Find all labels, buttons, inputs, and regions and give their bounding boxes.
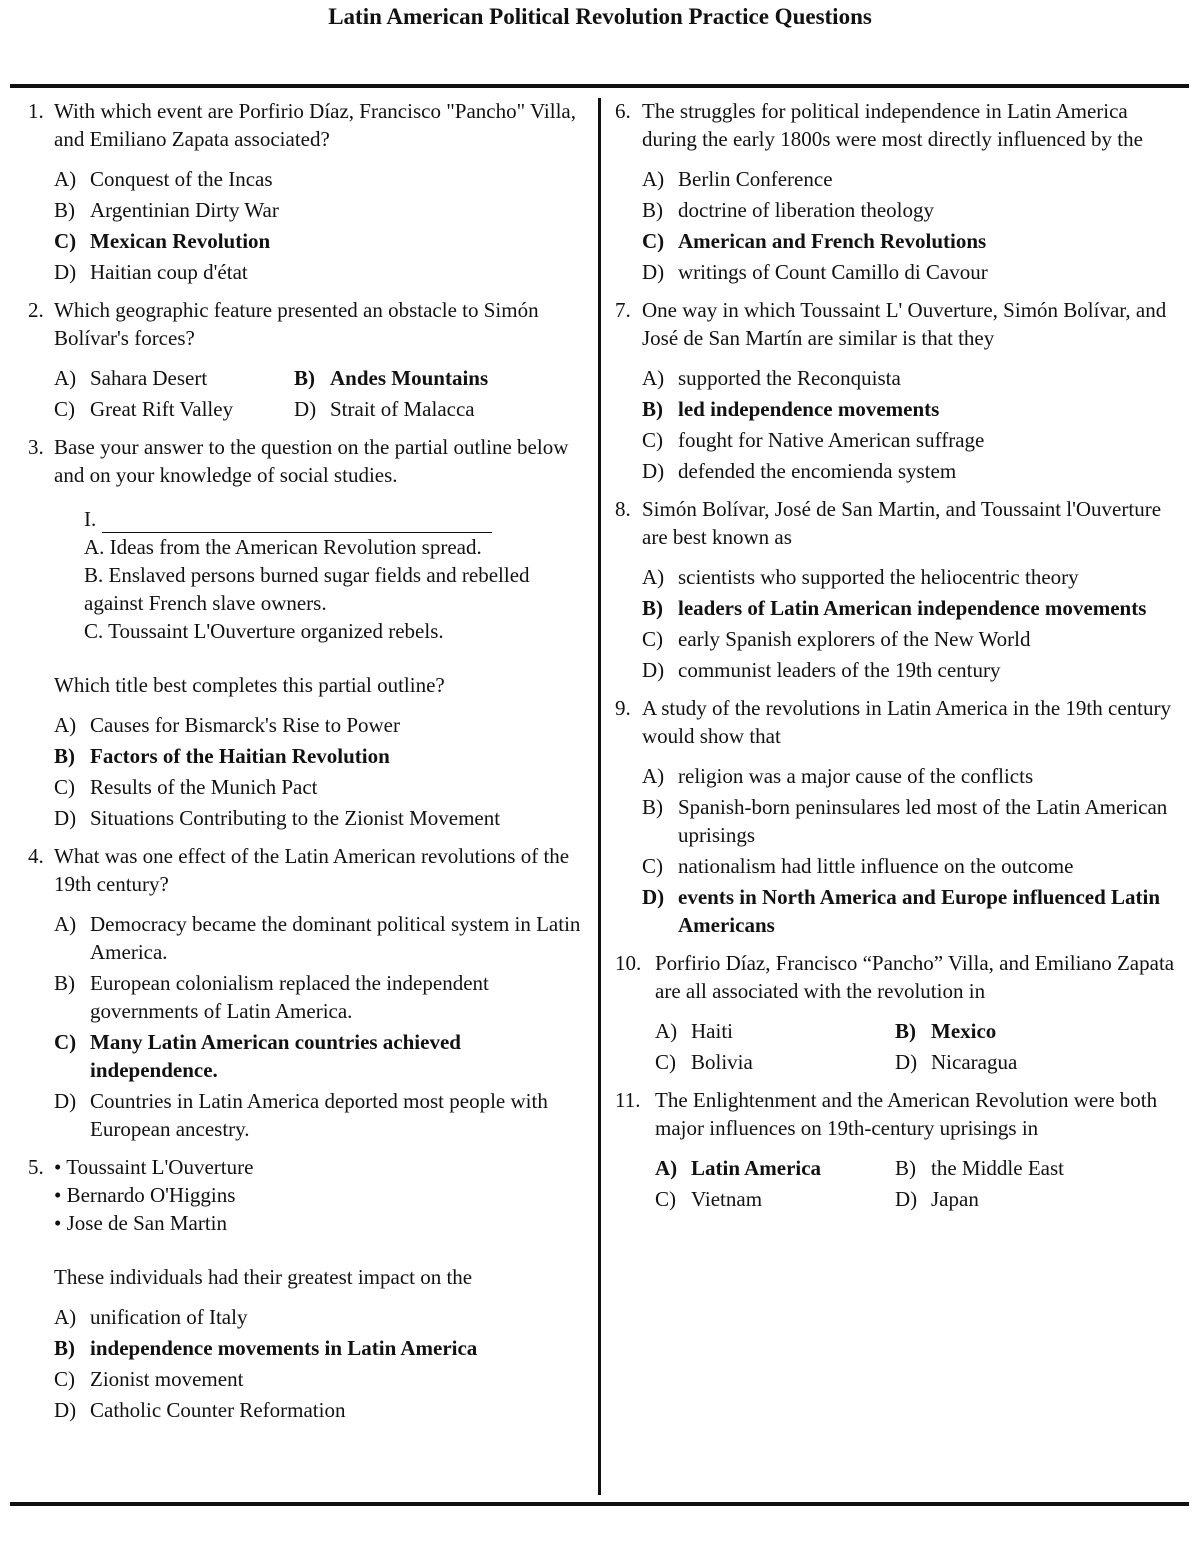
question-number: 7. xyxy=(615,298,631,322)
option-text: nationalism had little influence on the outcome xyxy=(678,854,1074,878)
option-a[interactable] xyxy=(54,910,590,966)
outline-item: A. Ideas from the American Revolution spread. xyxy=(84,535,482,559)
option-letter: D) xyxy=(54,806,77,830)
option-letter: B) xyxy=(54,198,75,222)
option-letter: B) xyxy=(642,397,663,421)
option-text: Haitian coup d'état xyxy=(90,260,248,284)
name-list-item: • Jose de San Martin xyxy=(54,1211,227,1235)
option-text: leaders of Latin American independence movements xyxy=(678,596,1147,620)
option-c[interactable] xyxy=(655,1185,895,1213)
options-grid xyxy=(54,364,590,423)
option-letter: D) xyxy=(294,397,317,421)
option-a[interactable] xyxy=(54,711,590,739)
option-c[interactable] xyxy=(642,625,1180,653)
question-text: The Enlightenment and the American Revolution were both major influences on 19th-century uprisings in xyxy=(655,1088,1158,1140)
option-letter: B) xyxy=(895,1019,916,1043)
option-b-answer[interactable] xyxy=(642,395,1180,423)
option-b[interactable] xyxy=(895,1154,1180,1182)
options-grid xyxy=(655,1017,1180,1076)
option-letter: C) xyxy=(54,1367,75,1391)
option-text: Berlin Conference xyxy=(678,167,833,191)
option-text: events in North America and Europe influenced Latin Americans xyxy=(678,885,1161,937)
options-grid xyxy=(655,1154,1180,1213)
option-text: supported the Reconquista xyxy=(678,366,901,390)
option-letter: A) xyxy=(54,366,77,390)
question-3 xyxy=(28,433,590,832)
option-letter: A) xyxy=(655,1156,678,1180)
option-letter: B) xyxy=(895,1156,916,1180)
option-letter: D) xyxy=(54,1089,77,1113)
option-letter: C) xyxy=(642,854,663,878)
option-b-answer[interactable] xyxy=(642,594,1180,622)
options-list xyxy=(54,1303,590,1424)
option-letter: D) xyxy=(895,1187,918,1211)
option-text: Japan xyxy=(931,1187,979,1211)
question-11 xyxy=(615,1086,1180,1213)
option-text: Democracy became the dominant political system in Latin America. xyxy=(90,912,581,964)
option-text: Causes for Bismarck's Rise to Power xyxy=(90,713,400,737)
option-text: the Middle East xyxy=(931,1156,1064,1180)
option-d[interactable] xyxy=(642,457,1180,485)
question-2 xyxy=(28,296,590,423)
option-c[interactable] xyxy=(642,426,1180,454)
option-letter: B) xyxy=(294,366,315,390)
option-letter: D) xyxy=(642,459,665,483)
option-a[interactable] xyxy=(642,364,1180,392)
option-letter: C) xyxy=(642,428,663,452)
option-c[interactable] xyxy=(54,395,294,423)
option-d[interactable] xyxy=(642,258,1180,286)
option-b-answer[interactable] xyxy=(54,742,590,770)
page-title: Latin American Political Revolution Practice Questions xyxy=(328,4,872,29)
options-list xyxy=(642,165,1180,286)
question-text: What was one effect of the Latin American revolutions of the 19th century? xyxy=(54,844,570,896)
question-9 xyxy=(615,694,1180,939)
option-c-answer[interactable] xyxy=(54,227,590,255)
question-number: 2. xyxy=(28,298,44,322)
option-b-answer[interactable] xyxy=(54,1334,590,1362)
option-letter: D) xyxy=(642,885,665,909)
option-text: Spanish-born peninsulares led most of the Latin American uprisings xyxy=(678,795,1168,847)
options-list xyxy=(54,165,590,286)
option-c[interactable] xyxy=(655,1048,895,1076)
option-text: Zionist movement xyxy=(90,1367,244,1391)
option-text: Andes Mountains xyxy=(330,366,489,390)
question-6 xyxy=(615,97,1180,286)
option-text: Sahara Desert xyxy=(90,366,208,390)
option-d[interactable] xyxy=(54,804,590,832)
question-text: Simón Bolívar, José de San Martin, and Toussaint l'Ouverture are best known as xyxy=(642,497,1162,549)
option-text: communist leaders of the 19th century xyxy=(678,658,1001,682)
question-text: A study of the revolutions in Latin America in the 19th century would show that xyxy=(642,696,1171,748)
question-number: 10. xyxy=(615,951,642,975)
option-letter: C) xyxy=(655,1187,676,1211)
option-letter: B) xyxy=(642,596,663,620)
question-number: 6. xyxy=(615,99,631,123)
option-b-answer[interactable] xyxy=(294,364,590,392)
option-text: writings of Count Camillo di Cavour xyxy=(678,260,988,284)
options-list xyxy=(642,364,1180,485)
option-text: early Spanish explorers of the New World xyxy=(678,627,1031,651)
question-number: 9. xyxy=(615,696,631,720)
option-a-answer[interactable] xyxy=(655,1154,895,1182)
option-c[interactable] xyxy=(54,1365,590,1393)
option-text: Factors of the Haitian Revolution xyxy=(90,744,390,768)
option-letter: A) xyxy=(642,764,665,788)
option-a[interactable] xyxy=(642,563,1180,591)
option-d-answer[interactable] xyxy=(642,883,1180,939)
option-d[interactable] xyxy=(54,1396,590,1424)
option-text: Haiti xyxy=(691,1019,733,1043)
option-letter: A) xyxy=(642,565,665,589)
column-divider xyxy=(598,98,601,1495)
option-text: Conquest of the Incas xyxy=(90,167,273,191)
question-1 xyxy=(28,97,590,286)
option-b[interactable] xyxy=(54,196,590,224)
option-c[interactable] xyxy=(642,852,1180,880)
option-text: led independence movements xyxy=(678,397,940,421)
option-b-answer[interactable] xyxy=(895,1017,1180,1045)
question-stem: Which title best completes this partial outline? xyxy=(54,673,445,697)
option-c-answer[interactable] xyxy=(642,227,1180,255)
question-number: 4. xyxy=(28,844,44,868)
question-10 xyxy=(615,949,1180,1076)
option-text: scientists who supported the heliocentric theory xyxy=(678,565,1079,589)
option-letter: D) xyxy=(642,260,665,284)
option-a[interactable] xyxy=(54,364,294,392)
option-text: Bolivia xyxy=(691,1050,753,1074)
name-list-item: • Bernardo O'Higgins xyxy=(54,1183,236,1207)
question-number: 5. xyxy=(28,1155,44,1179)
option-letter: D) xyxy=(642,658,665,682)
option-d[interactable] xyxy=(642,656,1180,684)
question-8 xyxy=(615,495,1180,684)
option-letter: C) xyxy=(54,397,75,421)
option-letter: D) xyxy=(54,1398,77,1422)
option-text: defended the encomienda system xyxy=(678,459,957,483)
option-a[interactable] xyxy=(655,1017,895,1045)
question-text: Which geographic feature presented an obstacle to Simón Bolívar's forces? xyxy=(54,298,539,350)
option-text: Situations Contributing to the Zionist Movement xyxy=(90,806,501,830)
option-letter: A) xyxy=(642,167,665,191)
option-letter: C) xyxy=(54,775,75,799)
option-letter: B) xyxy=(642,795,663,819)
option-letter: D) xyxy=(895,1050,918,1074)
option-text: Latin America xyxy=(691,1156,822,1180)
option-letter: A) xyxy=(54,713,77,737)
options-list xyxy=(642,762,1180,939)
question-4 xyxy=(28,842,590,1143)
options-list xyxy=(54,711,590,832)
option-text: unification of Italy xyxy=(90,1305,248,1329)
option-letter: A) xyxy=(642,366,665,390)
option-d[interactable] xyxy=(895,1048,1180,1076)
question-number: 11. xyxy=(615,1088,641,1112)
option-letter: B) xyxy=(54,971,75,995)
option-text: Results of the Munich Pact xyxy=(90,775,318,799)
option-b[interactable] xyxy=(54,969,590,1025)
left-column xyxy=(28,97,590,1434)
option-b[interactable] xyxy=(642,196,1180,224)
option-letter: B) xyxy=(642,198,663,222)
option-letter: B) xyxy=(54,744,75,768)
outline-item: B. Enslaved persons burned sugar fields and rebelled against French slave owners. xyxy=(84,563,530,615)
option-text: Catholic Counter Reformation xyxy=(90,1398,346,1422)
options-list xyxy=(642,563,1180,684)
option-letter: A) xyxy=(54,1305,77,1329)
option-text: Many Latin American countries achieved independence. xyxy=(90,1030,461,1082)
option-c-answer[interactable] xyxy=(54,1028,590,1084)
option-text: independence movements in Latin America xyxy=(90,1336,478,1360)
question-5 xyxy=(28,1153,590,1424)
question-text: The struggles for political independence in Latin America during the early 1800s were most directly influenced by the xyxy=(642,99,1143,151)
option-text: Strait of Malacca xyxy=(330,397,475,421)
option-a[interactable] xyxy=(54,165,590,193)
option-letter: A) xyxy=(54,167,77,191)
option-letter: C) xyxy=(642,229,665,253)
name-list xyxy=(54,1153,590,1237)
option-text: Great Rift Valley xyxy=(90,397,234,421)
option-letter: D) xyxy=(54,260,77,284)
question-number: 8. xyxy=(615,497,631,521)
question-7 xyxy=(615,296,1180,485)
option-letter: B) xyxy=(54,1336,75,1360)
option-letter: C) xyxy=(54,229,77,253)
option-a[interactable] xyxy=(642,165,1180,193)
option-text: European colonialism replaced the independent governments of Latin America. xyxy=(90,971,489,1023)
option-text: Argentinian Dirty War xyxy=(90,198,279,222)
option-text: doctrine of liberation theology xyxy=(678,198,935,222)
option-b[interactable] xyxy=(642,793,1180,849)
option-d[interactable] xyxy=(895,1185,1180,1213)
question-text: Porfirio Díaz, Francisco “Pancho” Villa, and Emiliano Zapata are all associated with the revolution in xyxy=(655,951,1175,1003)
option-c[interactable] xyxy=(54,773,590,801)
option-a[interactable] xyxy=(54,1303,590,1331)
option-d[interactable] xyxy=(54,1087,590,1143)
question-stem: These individuals had their greatest impact on the xyxy=(54,1265,473,1289)
outline-numeral: I. xyxy=(84,507,97,531)
option-text: American and French Revolutions xyxy=(678,229,987,253)
question-number: 3. xyxy=(28,435,44,459)
option-d[interactable] xyxy=(294,395,590,423)
option-a[interactable] xyxy=(642,762,1180,790)
question-text: One way in which Toussaint L' Ouverture, Simón Bolívar, and José de San Martín are similar is that they xyxy=(642,298,1167,350)
option-letter: C) xyxy=(54,1030,77,1054)
option-text: Mexico xyxy=(931,1019,997,1043)
question-number: 1. xyxy=(28,99,44,123)
question-text: Base your answer to the question on the partial outline below and on your knowledge of social studies. xyxy=(54,435,569,487)
bottom-rule xyxy=(10,1502,1189,1506)
option-text: Mexican Revolution xyxy=(90,229,271,253)
outline-blank-line xyxy=(102,510,492,533)
option-text: religion was a major cause of the conflicts xyxy=(678,764,1034,788)
options-list xyxy=(54,910,590,1143)
option-letter: C) xyxy=(642,627,663,651)
right-column xyxy=(615,97,1180,1223)
name-list-item: • Toussaint L'Ouverture xyxy=(54,1155,254,1179)
option-letter: A) xyxy=(655,1019,678,1043)
outline-item: C. Toussaint L'Ouverture organized rebels. xyxy=(84,619,444,643)
option-text: Countries in Latin America deported most people with European ancestry. xyxy=(90,1089,548,1141)
option-text: Vietnam xyxy=(691,1187,763,1211)
option-d[interactable] xyxy=(54,258,590,286)
option-text: Nicaragua xyxy=(931,1050,1018,1074)
option-letter: C) xyxy=(655,1050,676,1074)
option-letter: A) xyxy=(54,912,77,936)
partial-outline xyxy=(84,505,590,645)
question-text: With which event are Porfirio Díaz, Francisco "Pancho" Villa, and Emiliano Zapata associated? xyxy=(54,99,577,151)
option-text: fought for Native American suffrage xyxy=(678,428,985,452)
top-rule xyxy=(10,84,1189,88)
